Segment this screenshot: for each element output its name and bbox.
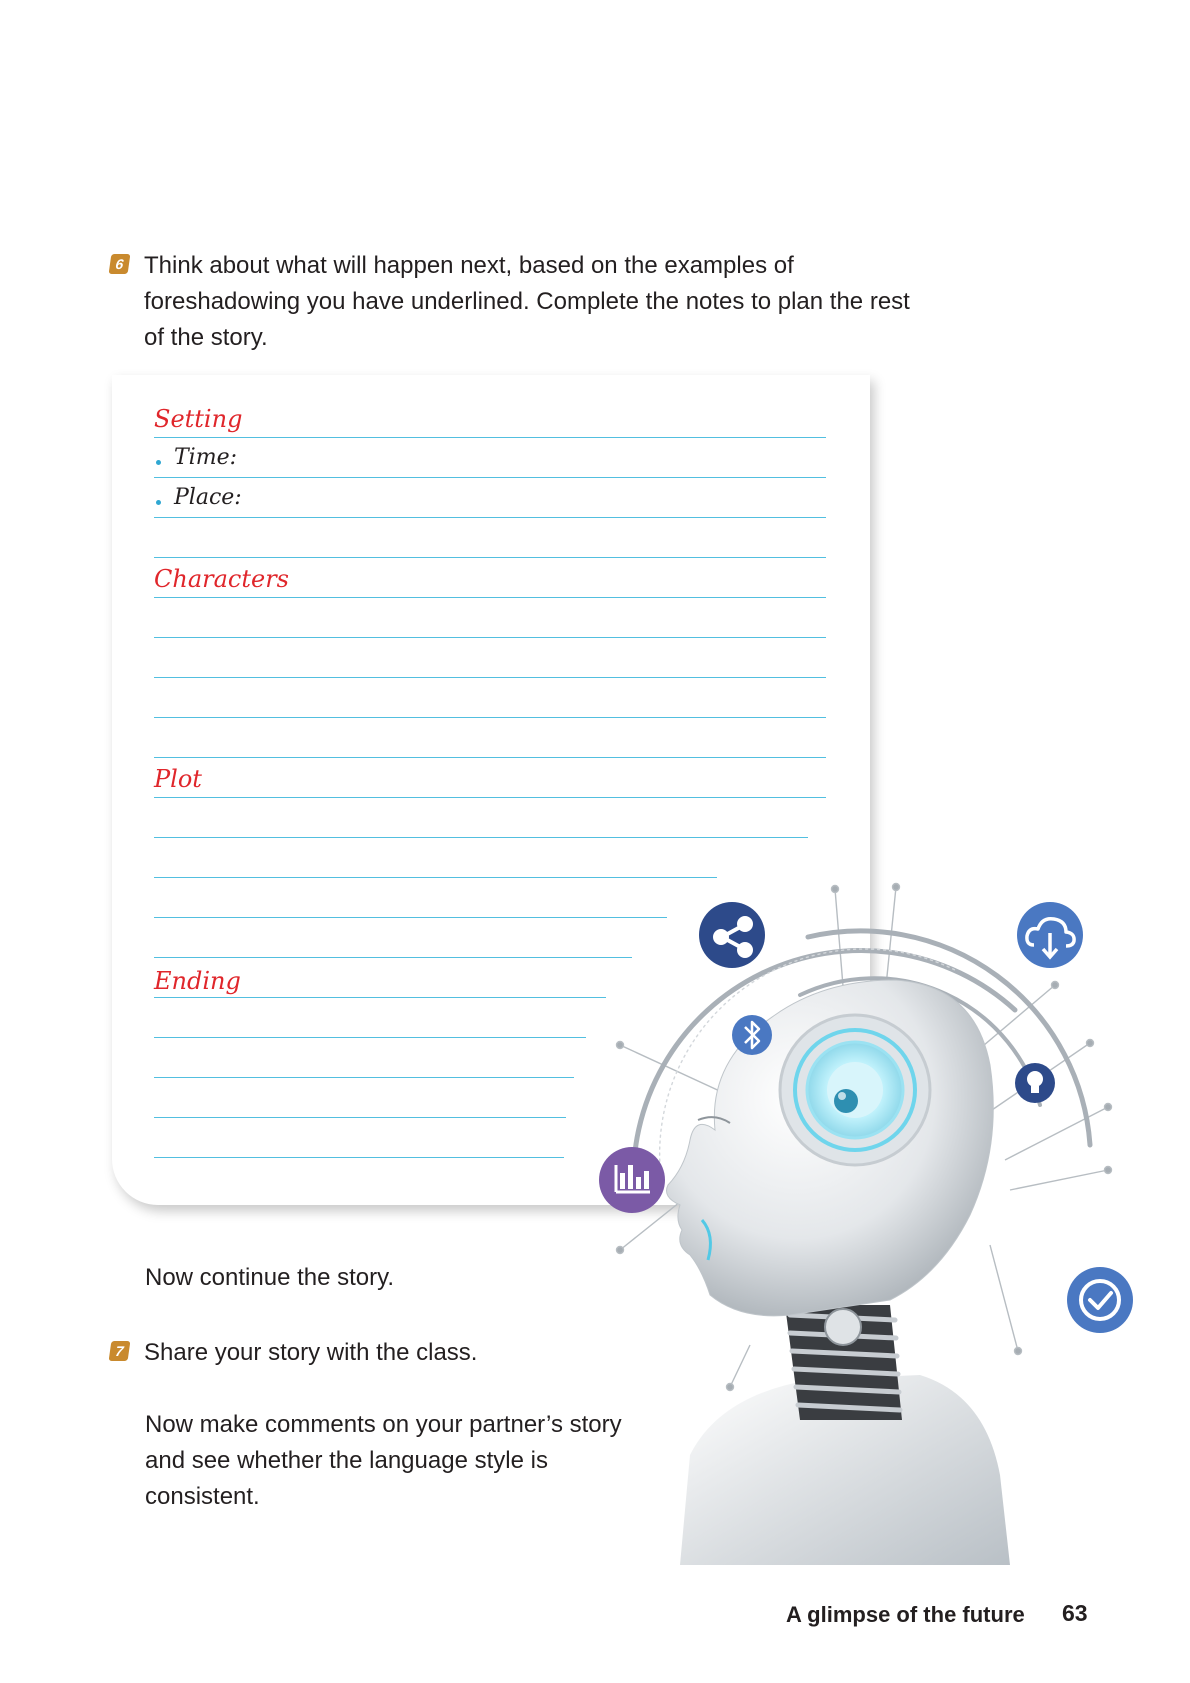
- characters-heading: Characters: [154, 565, 289, 593]
- cloud-download-icon: [1017, 902, 1083, 968]
- writing-line: [154, 1037, 586, 1038]
- writing-line: [154, 557, 826, 558]
- bar-chart-icon: [599, 1147, 665, 1213]
- robot-head: [667, 980, 994, 1316]
- footer-unit-title: A glimpse of the future: [786, 1602, 1025, 1627]
- page-number: 63: [1062, 1600, 1088, 1626]
- time-label: Time:: [174, 445, 238, 470]
- lightbulb-icon: [1015, 1063, 1055, 1103]
- bluetooth-icon: [732, 1015, 772, 1055]
- task-6: [110, 248, 910, 356]
- writing-line: [154, 1157, 564, 1158]
- task-6-instructions: Think about what will happen next, based on the examples of foreshadowing you have underlined. Complete the notes to plan the rest of the story.: [144, 252, 910, 351]
- bullet: [156, 500, 161, 505]
- writing-line: [154, 837, 808, 838]
- checkmark-icon: [1067, 1267, 1133, 1333]
- share-icon: [699, 902, 765, 968]
- writing-line: [154, 757, 826, 758]
- writing-line: [154, 717, 826, 718]
- writing-line: [154, 597, 826, 598]
- writing-line: [154, 437, 826, 438]
- ending-heading: Ending: [154, 967, 241, 995]
- comments-instruction: Now make comments on your partner’s story and see whether the language style is consistent.: [145, 1411, 622, 1510]
- writing-line: [154, 997, 606, 998]
- writing-line: [154, 637, 826, 638]
- robot-body: [680, 1305, 1010, 1565]
- place-label: Place:: [174, 485, 242, 510]
- setting-heading: Setting: [154, 405, 243, 433]
- task-number-badge: 7: [109, 1341, 131, 1361]
- writing-line: [154, 677, 826, 678]
- plot-heading: Plot: [154, 765, 202, 793]
- writing-line: [154, 797, 826, 798]
- continue-story-instruction: Now continue the story.: [145, 1264, 395, 1291]
- writing-line: [154, 1117, 566, 1118]
- writing-line: [154, 1077, 574, 1078]
- robot-head-illustration: [590, 875, 1150, 1565]
- task-7-instructions: Share your story with the class.: [144, 1339, 478, 1366]
- writing-line: [154, 957, 632, 958]
- task-number-badge: 6: [109, 254, 131, 274]
- task-7: [110, 1335, 630, 1371]
- writing-line: [154, 477, 826, 478]
- writing-line: [154, 517, 826, 518]
- bullet: [156, 460, 161, 465]
